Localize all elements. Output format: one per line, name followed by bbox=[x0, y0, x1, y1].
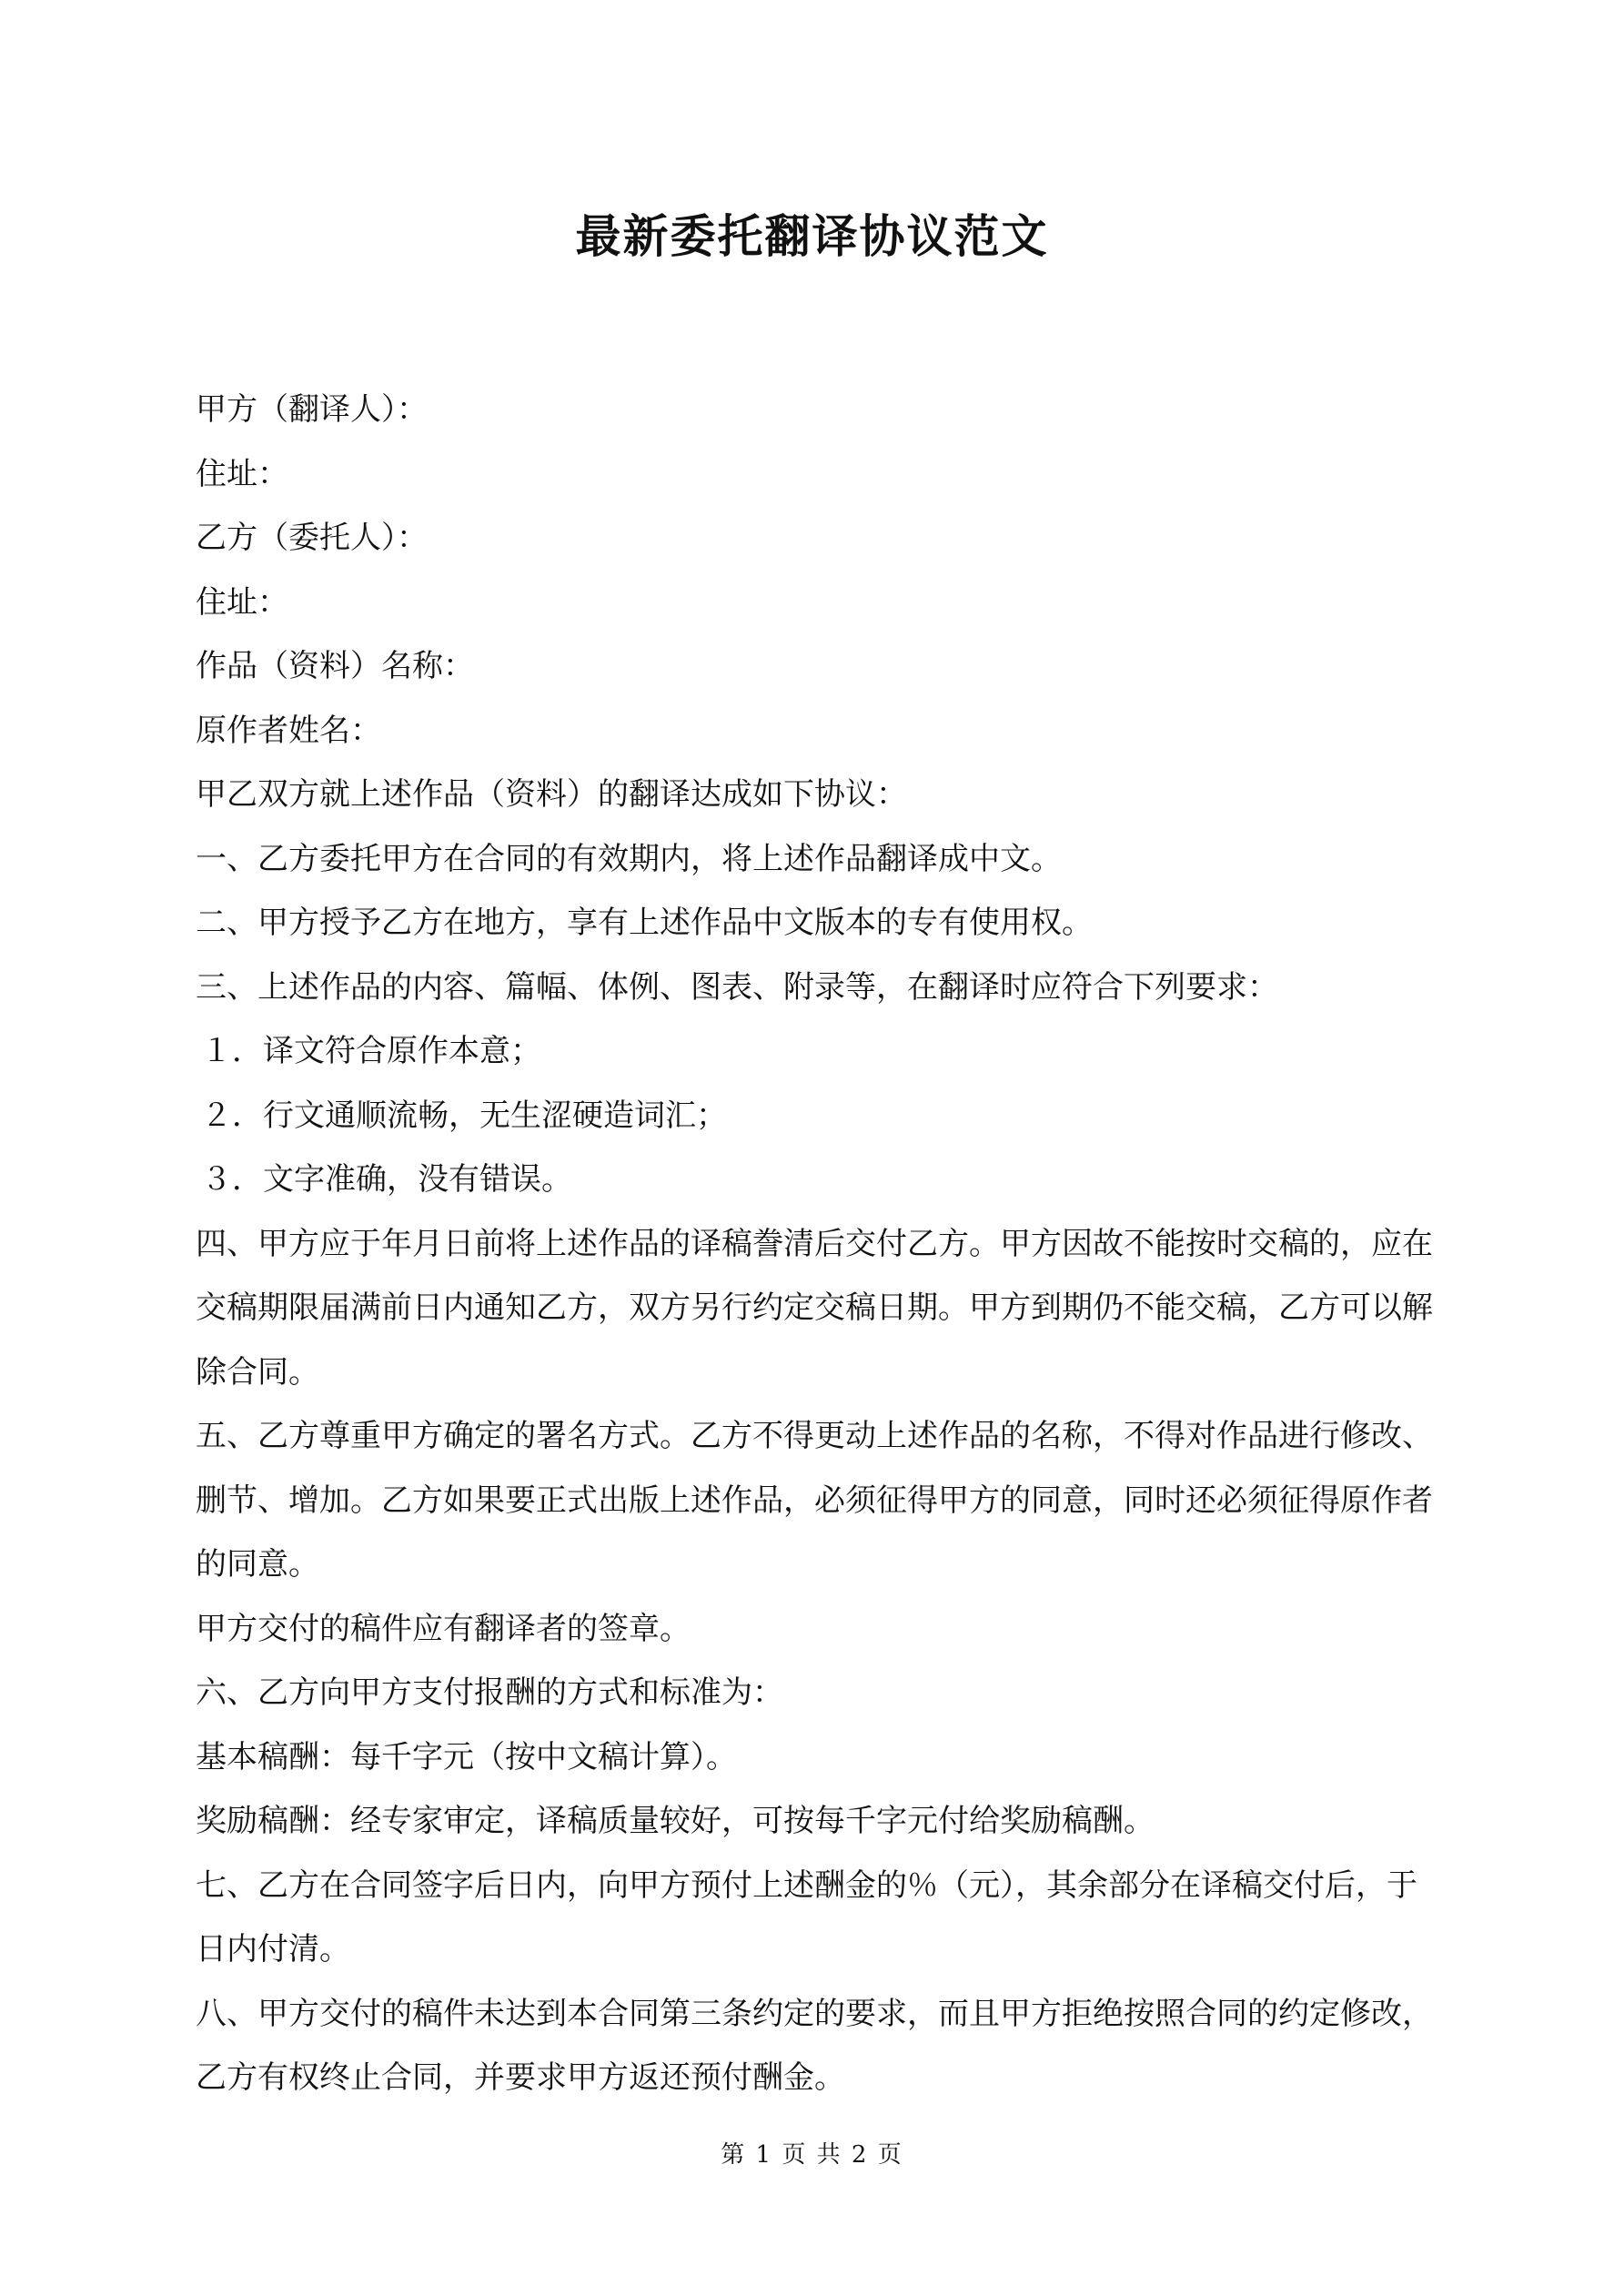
paragraph: 奖励稿酬：经专家审定，译稿质量较好，可按每千字元付给奖励稿酬。 bbox=[196, 1803, 1155, 1839]
paragraph: 基本稿酬：每千字元（按中文稿计算）。 bbox=[196, 1738, 737, 1775]
paragraph: 七、乙方在合同签字后日内，向甲方预付上述酬金的％（元），其余部分在译稿交付后，于日内付清。 bbox=[196, 1866, 1417, 1967]
paragraph: 甲乙双方就上述作品（资料）的翻译达成如下协议： bbox=[196, 776, 907, 813]
document-body bbox=[196, 378, 1433, 2110]
list-item: ３．文字准确，没有错误。 bbox=[201, 1161, 572, 1198]
paragraph: 原作者姓名： bbox=[196, 712, 381, 749]
paragraph: 作品（资料）名称： bbox=[196, 648, 474, 684]
paragraph: 八、甲方交付的稿件未达到本合同第三条约定的要求，而且甲方拒绝按照合同的约定修改，乙方有权终止合同，并要求甲方返还预付酬金。 bbox=[196, 1995, 1433, 2096]
paragraph: 住址： bbox=[196, 455, 288, 492]
list-item: ２．行文通顺流畅，无生涩硬造词汇； bbox=[201, 1097, 727, 1134]
paragraph: 五、乙方尊重甲方确定的署名方式。乙方不得更动上述作品的名称，不得对作品进行修改、删节、增加。乙方如果要正式出版上述作品，必须征得甲方的同意，同时还必须征得原作者的同意。 bbox=[196, 1418, 1433, 1583]
page-footer: 第 1 页 共 2 页 bbox=[721, 2141, 903, 2169]
paragraph: 二、甲方授予乙方在地方，享有上述作品中文版本的专有使用权。 bbox=[196, 905, 1093, 941]
paragraph: 乙方（委托人）： bbox=[196, 520, 428, 556]
paragraph: 甲方（翻译人）： bbox=[196, 391, 428, 428]
document-title: 最新委托翻译协议范文 bbox=[575, 209, 1049, 263]
paragraph: 四、甲方应于年月日前将上述作品的译稿誊清后交付乙方。甲方因故不能按时交稿的，应在交稿期限届满前日内通知乙方，双方另行约定交稿日期。甲方到期仍不能交稿，乙方可以解除合同。 bbox=[196, 1225, 1433, 1391]
paragraph: 六、乙方向甲方支付报酬的方式和标准为： bbox=[196, 1674, 783, 1711]
paragraph: 甲方交付的稿件应有翻译者的签章。 bbox=[196, 1610, 691, 1647]
paragraph: 一、乙方委托甲方在合同的有效期内，将上述作品翻译成中文。 bbox=[196, 840, 1062, 877]
paragraph: 住址： bbox=[196, 583, 288, 621]
list-item: １．译文符合原作本意； bbox=[201, 1033, 541, 1069]
paragraph: 三、上述作品的内容、篇幅、体例、图表、附录等，在翻译时应符合下列要求： bbox=[196, 968, 1278, 1006]
